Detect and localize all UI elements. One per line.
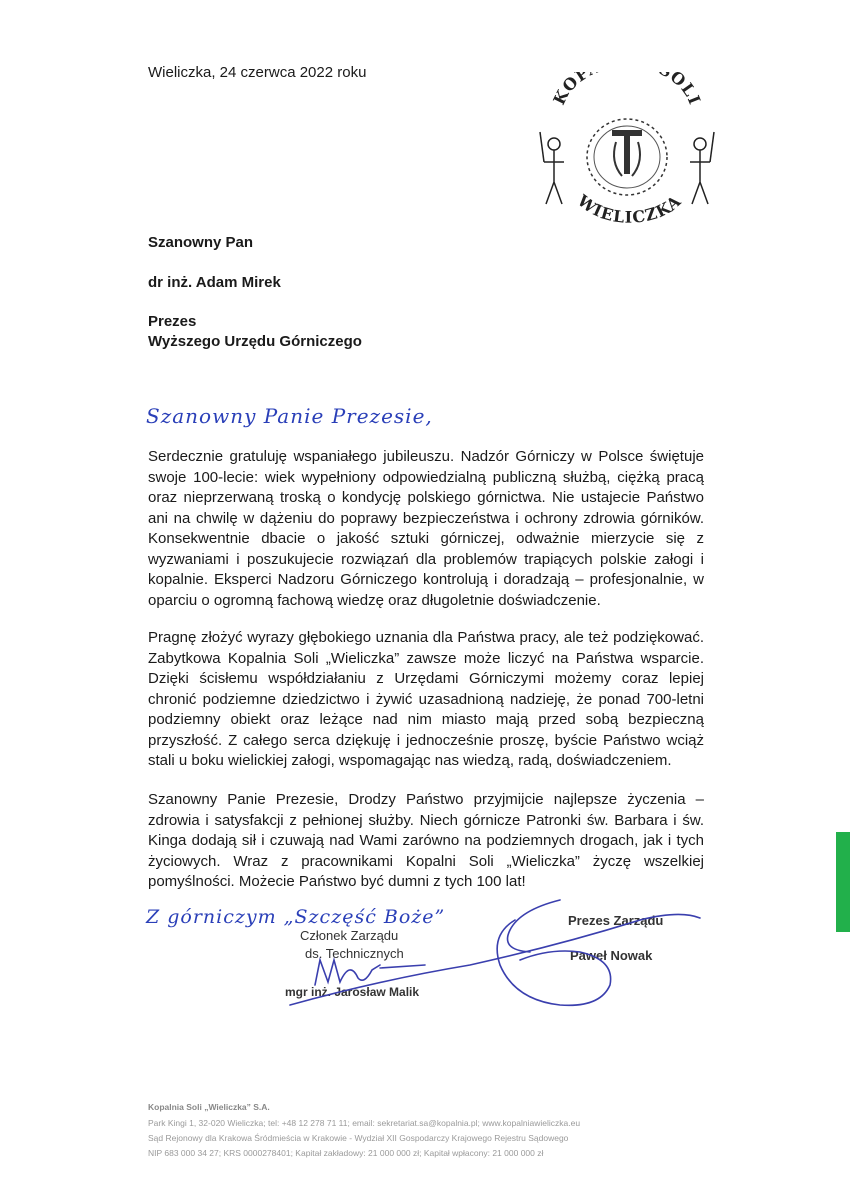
paragraph-3: Szanowny Panie Prezesie, Drodzy Państwo przyjmijcie najlepsze życzenia – zdrowia i satysfakcji z pełnionej służby. Niech górnicze Patronki św. Barbara i św. Kinga dodają sił i czuwają nad Wami zarówno na podziemnych drogach, jak i tych życiowych. Wraz z pracownikami Kopalni Soli „Wieliczka” życzę wszelkiej pomyślności. Możecie Państwo być dumni z tych 100 lat! [148,791,704,890]
right-signatory-name: Paweł Nowak [570,948,653,963]
footer-registry: NIP 683 000 34 27; KRS 0000278401; Kapitał zakładowy: 21 000 000 zł; Kapitał wpłacony: 21 000 000 zł [148,1148,544,1158]
footer-company: Kopalnia Soli „Wieliczka” S.A. [148,1102,270,1112]
left-signatory-name: mgr inż. Jarosław Malik [285,985,420,999]
logo-top-text: KOP OLI [549,72,705,108]
recipient-position-2: Wyższego Urzędu Górniczego [148,333,362,350]
footer-court: Sąd Rejonowy dla Krakowa Śródmieścia w Krakowie - Wydział XII Gospodarczy Krajowego Rejestru Sądowego [148,1133,569,1143]
recipient-name: dr inż. Adam Mirek [148,274,281,291]
logo-bottom-text: WIELICZKA [573,190,685,227]
handwritten-closing: Z górniczym „Szczęść Boże” [146,906,446,928]
left-signatory-title-1: Członek Zarządu [300,928,399,943]
company-logo [532,72,722,232]
left-signatory-title-2: ds. Technicznych [305,946,404,961]
svg-text:KOPALNIA SOLI [549,72,704,108]
paragraph-1: Serdecznie gratuluję wspaniałego jubileuszu. Nadzór Górniczy w Polsce świętuje swoje 100-lecie: wiek wypełniony odpowiedzialną publiczną służbą, ciężką pracą oraz nieprzerwaną troską o kondycję polskiego górnictwa. Nie ustajecie Państwo ani na chwilę w dążeniu do poprawy bezpieczeństwa i ochrony zdrowia górników. Konsekwentnie dbacie o jakość sztuki górniczej, odważnie mierzycie się z wyzwaniami i poszukujecie rozwiązań dla problemów trapiących polskie załogi i kopalnie. Eksperci Nadzoru Górniczego kontrolują i doradzają – profesjonalnie, w oparciu o ogromną fachową wiedzę oraz długoletnie doświadczenie. [148,448,704,609]
svg-text:WIELICZKA [573,190,685,226]
right-signatory-title: Prezes Zarządu [568,913,664,928]
paragraph-2: Pragnę złożyć wyrazy głębokiego uznania dla Państwa pracy, ale też podziękować. Zabytkowa Kopalnia Soli „Wieliczka” zawsze może liczyć na Państwa wsparcie. Dzięki ścisłemu współdziałaniu z Urzędami Górniczymi możemy coraz lepiej chronić podziemne dziedzictwo i żywić uzasadnioną nadzieję, że ponad 700-letni podziemny obiekt oraz leżące nad nim miasto mają przed sobą bezpieczną przyszłość. Z całego serca dziękuję i jednocześnie proszę, byście Państwo wciąż stali u boku wielickiej załogi, wspomagając nas wiedzą, radą, doświadczeniem. [148,629,704,769]
signature-scribbles [260,890,720,1030]
footer-address: Park Kingi 1, 32-020 Wieliczka; tel: +48 12 278 71 11; email: sekretariat.sa@kopalnia.pl; www.kopalniawieliczka.eu [148,1118,581,1128]
recipient-salutation-line: Szanowny Pan [148,234,254,251]
letter-date: Wieliczka, 24 czerwca 2022 roku [148,64,367,81]
recipient-position-1: Prezes [148,313,197,330]
accent-green-bar [836,832,850,932]
handwritten-salutation: Szanowny Panie Prezesie, [146,404,433,428]
